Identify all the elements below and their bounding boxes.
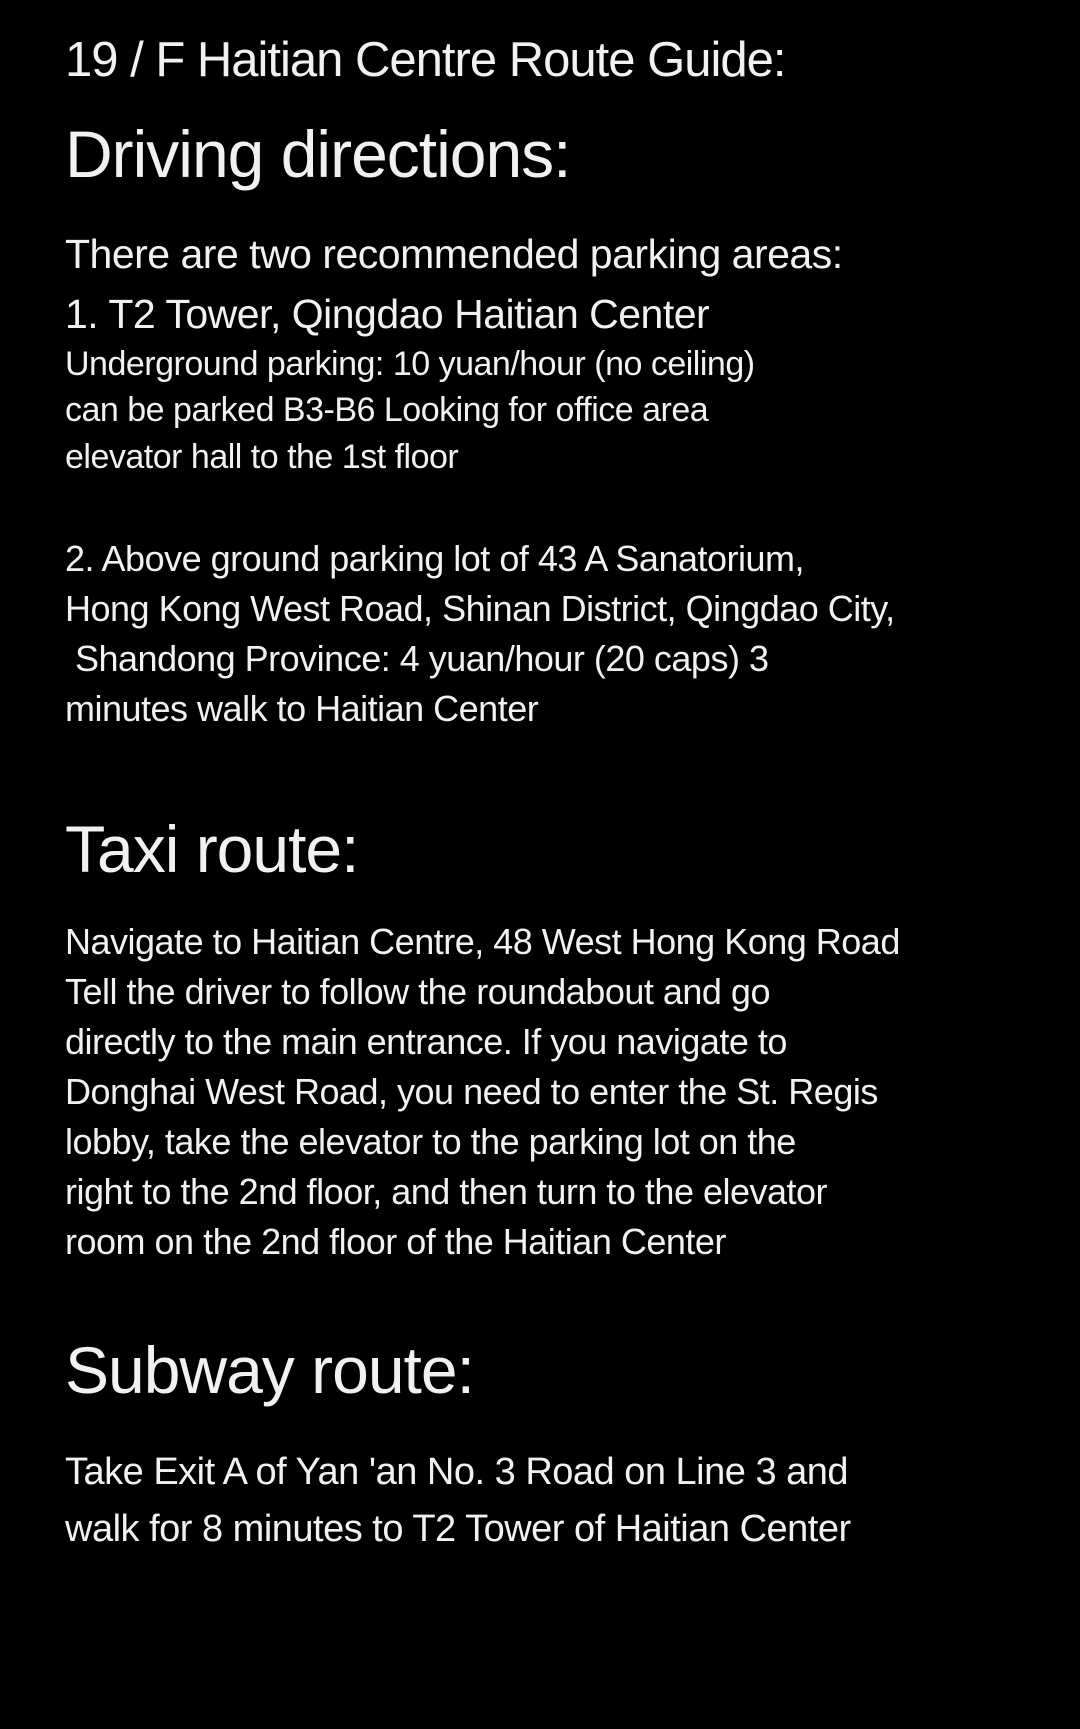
- parking1-title: 1. T2 Tower, Qingdao Haitian Center: [65, 290, 710, 337]
- taxi-line: room on the 2nd floor of the Haitian Center: [65, 1221, 726, 1263]
- parking2-line: 2. Above ground parking lot of 43 A Sanatorium,: [65, 537, 805, 579]
- parking-option-2: [65, 534, 1040, 734]
- section-heading-driving-directions: Driving directions:: [65, 117, 571, 192]
- parking2-line: minutes walk to Haitian Center: [65, 687, 539, 729]
- parking1-line: can be parked B3-B6 Looking for office area: [65, 391, 709, 430]
- parking1-line: elevator hall to the 1st floor: [65, 437, 459, 476]
- driving-intro-text: There are two recommended parking areas:: [65, 231, 843, 278]
- section-heading-taxi-route: Taxi route:: [65, 811, 359, 886]
- taxi-line: Donghai West Road, you need to enter the St. Regis: [65, 1071, 878, 1113]
- parking2-line: Hong Kong West Road, Shinan District, Qingdao City,: [65, 587, 895, 629]
- taxi-line: directly to the main entrance. If you navigate to: [65, 1021, 787, 1063]
- parking2-line: Shandong Province: 4 yuan/hour (20 caps) 3: [75, 637, 769, 679]
- section-heading-subway-route: Subway route:: [65, 1333, 474, 1408]
- subway-line: walk for 8 minutes to T2 Tower of Haitian Center: [65, 1508, 851, 1551]
- page-title: 19 / F Haitian Centre Route Guide:: [65, 33, 786, 87]
- taxi-line: lobby, take the elevator to the parking lot on the: [65, 1121, 796, 1163]
- subway-line: Take Exit A of Yan 'an No. 3 Road on Line 3 and: [65, 1451, 849, 1494]
- subway-route-paragraph: [65, 1444, 1040, 1558]
- parking-option-1: [65, 288, 1040, 480]
- parking1-line: Underground parking: 10 yuan/hour (no ceiling): [65, 345, 755, 384]
- taxi-line: Tell the driver to follow the roundabout and go: [65, 971, 770, 1013]
- taxi-line: right to the 2nd floor, and then turn to the elevator: [65, 1171, 828, 1213]
- taxi-route-paragraph: [65, 917, 1040, 1267]
- taxi-line: Navigate to Haitian Centre, 48 West Hong Kong Road: [65, 921, 900, 963]
